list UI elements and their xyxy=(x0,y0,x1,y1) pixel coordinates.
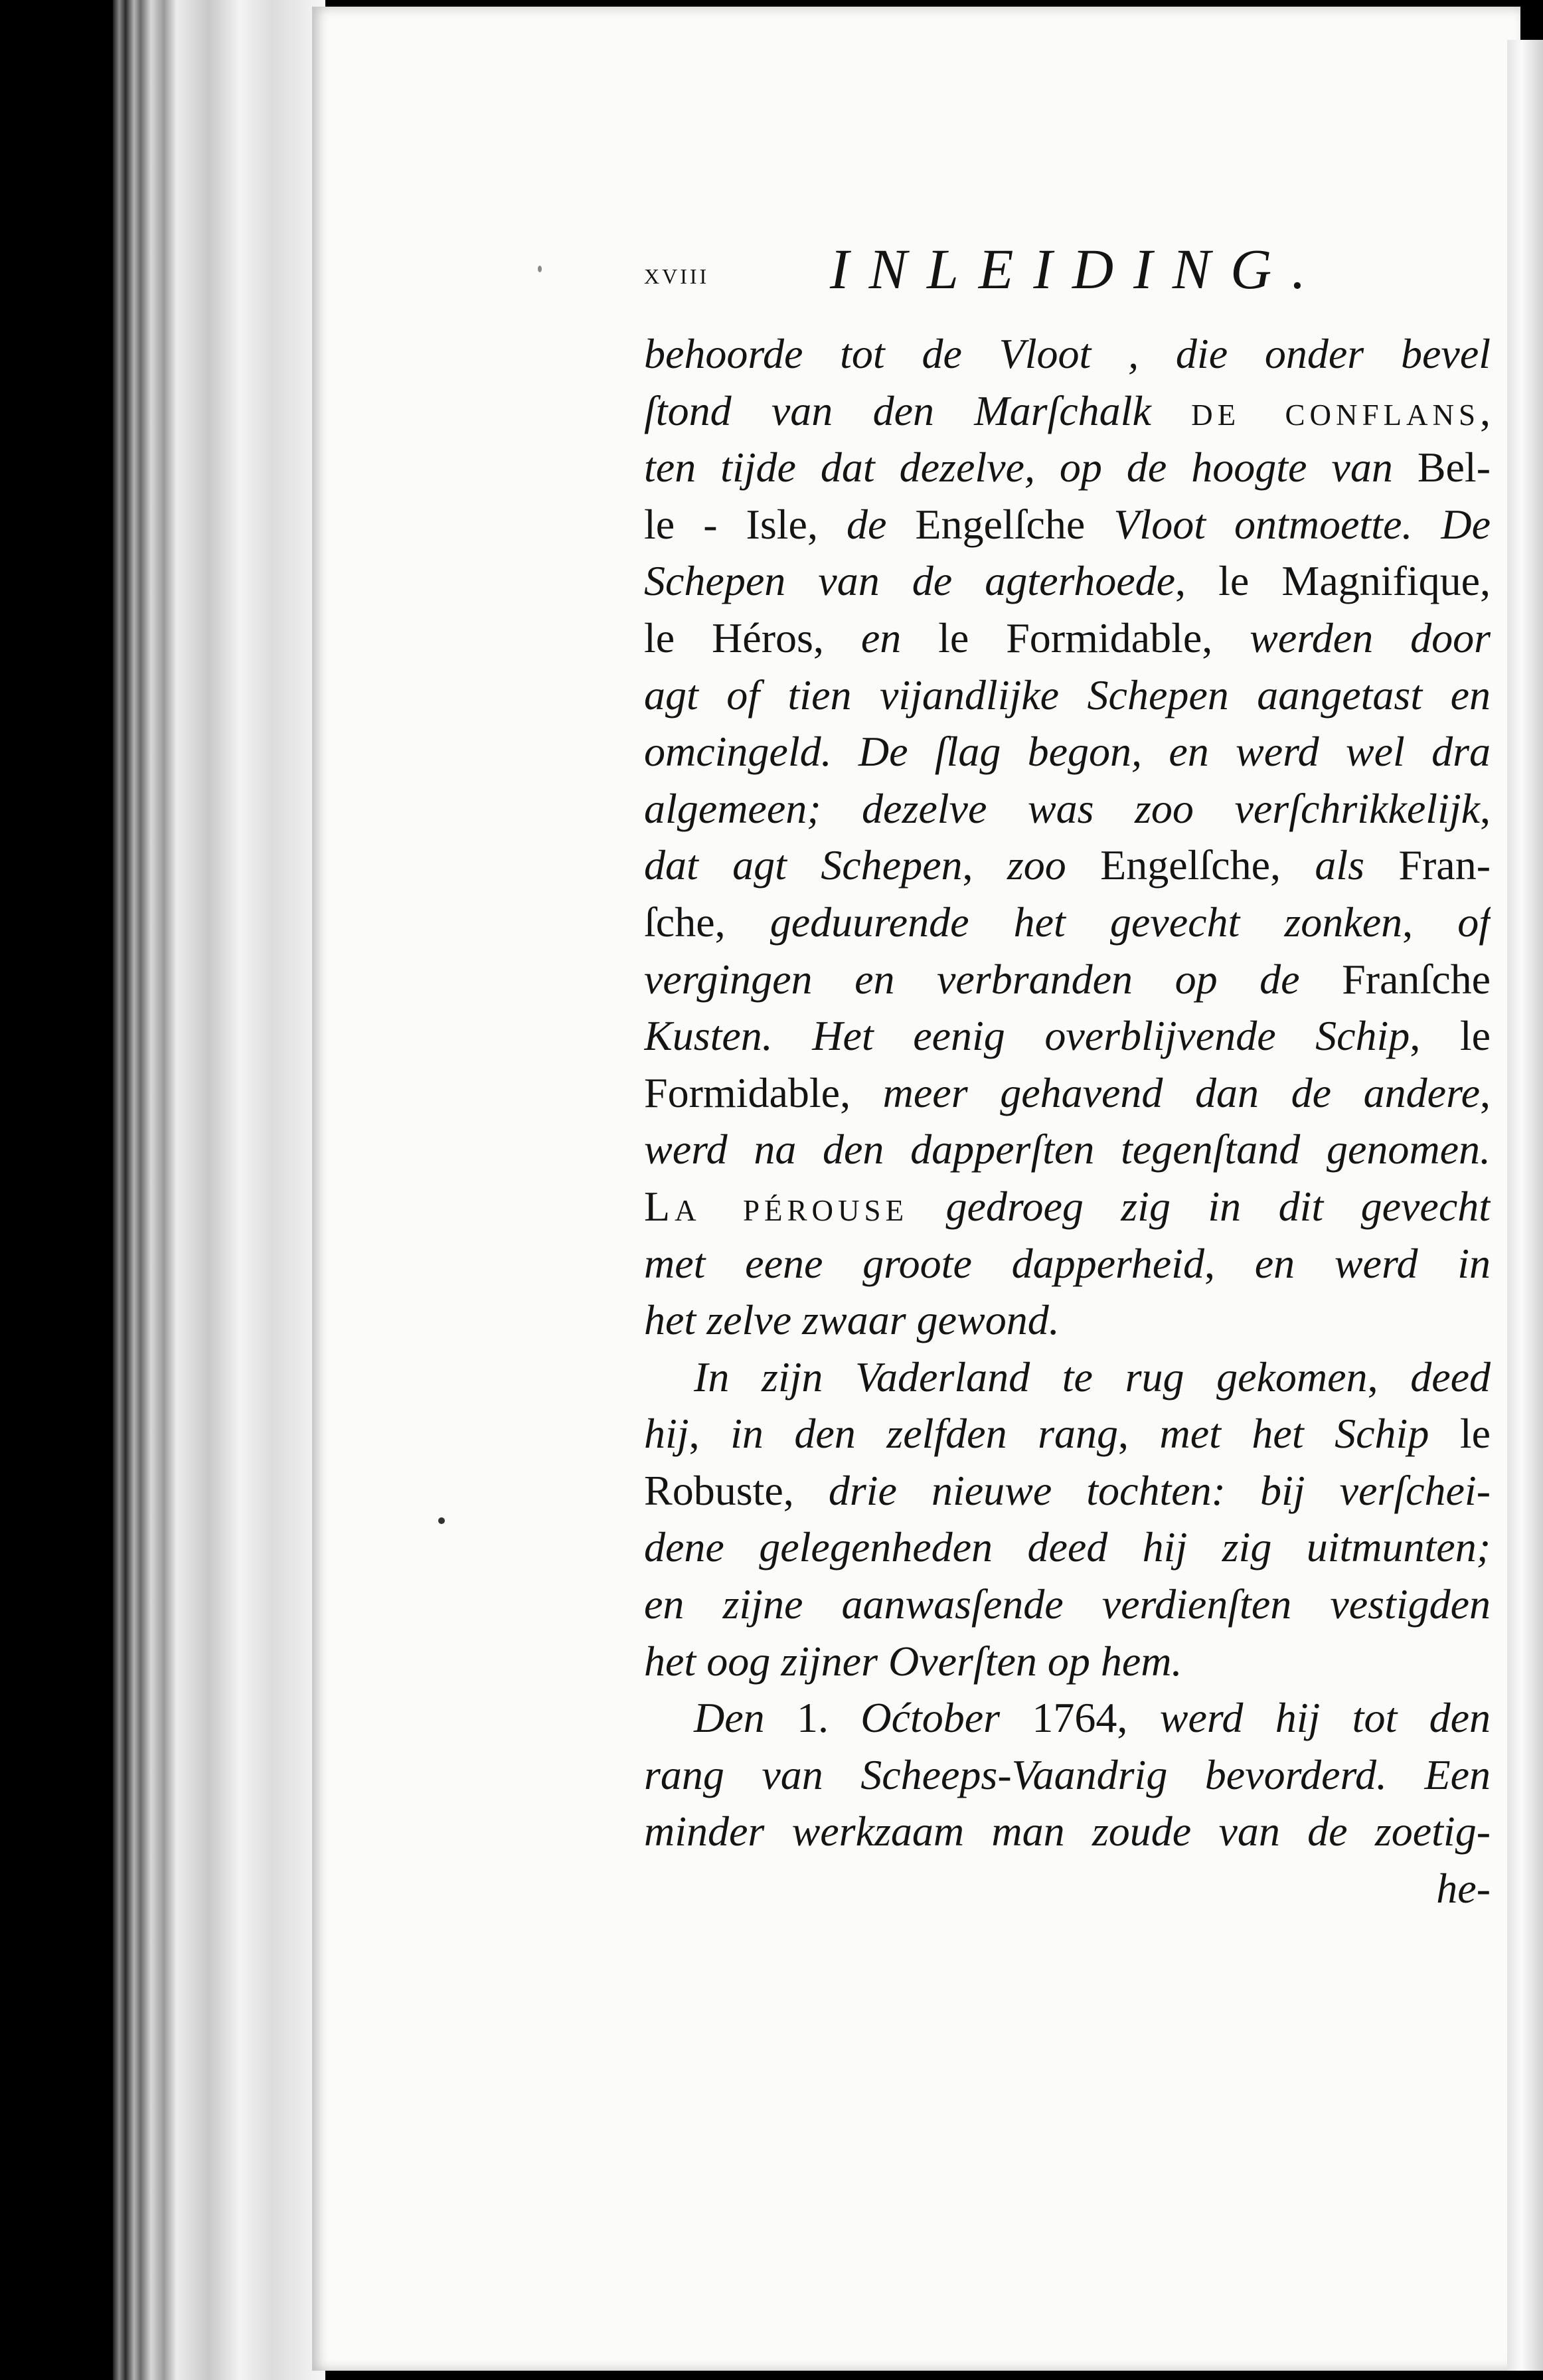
text-line: en zijne aanwasſende verdienſten vestigden xyxy=(644,1580,1491,1628)
text-line: agt of tien vijandlijke Schepen aangetast en xyxy=(644,671,1491,719)
text-line: le - Isle, de Engelſche Vloot ontmoette. De xyxy=(644,500,1491,548)
text-line: ten tijde dat dezelve, op de hoogte van Bel- xyxy=(644,444,1491,491)
text-line: Formidable, meer gehavend dan de andere, xyxy=(644,1068,1491,1116)
text-line: het zelve zwaar gewond. xyxy=(644,1296,1060,1344)
text-line: dat agt Schepen, zoo Engelſche, als Fran- xyxy=(644,841,1491,889)
text-line: Robuste, drie nieuwe tochten: bij verſchei- xyxy=(644,1466,1491,1514)
text-line: minder werkzaam man zoude van de zoetig- xyxy=(644,1808,1491,1855)
text-line: omcingeld. De ſlag begon, en werd wel dra xyxy=(644,728,1491,776)
text-line: werd na den dapperſten tegenſtand genomen. xyxy=(644,1126,1491,1173)
running-title: INLEIDING. xyxy=(830,237,1326,301)
text-line: vergingen en verbranden op de Franſche xyxy=(644,955,1491,1003)
text-line: rang van Scheeps-Vaandrig bevorderd. Een xyxy=(644,1750,1491,1798)
ink-speck xyxy=(438,1517,445,1524)
text-line: le Héros, en le Formidable, werden door xyxy=(644,614,1491,661)
text-line: In zijn Vaderland te rug gekomen, deed xyxy=(694,1353,1491,1401)
book-binding-edge xyxy=(113,0,325,2380)
body-text xyxy=(644,325,1491,1917)
text-line: Schepen van de agterhoede, le Magnifique, xyxy=(644,557,1491,605)
text-line: met eene groote dapperheid, en werd in xyxy=(644,1239,1491,1287)
next-page-edge xyxy=(1507,40,1543,2371)
catchword: he- xyxy=(1436,1865,1491,1912)
text-line: het oog zijner Overſten op hem. xyxy=(644,1637,1182,1685)
page-header xyxy=(644,236,1494,309)
text-line: ſche, geduurende het gevecht zonken, of xyxy=(644,898,1491,946)
text-line: dene gelegenheden deed hij zig uitmunten; xyxy=(644,1523,1491,1571)
ink-speck xyxy=(538,266,542,272)
text-line: Den 1. Oćtober 1764, werd hij tot den xyxy=(694,1694,1491,1742)
text-line: behoorde tot de Vloot , die onder bevel xyxy=(644,330,1491,377)
page-number: xviii xyxy=(644,256,710,290)
text-line: Kusten. Het eenig overblijvende Schip, le xyxy=(644,1012,1491,1060)
text-line: hij, in den zelfden rang, met het Schip le xyxy=(644,1410,1491,1458)
text-line: ſtond van den Marſchalk de conflans, xyxy=(644,386,1491,434)
text-line: La pérouse gedroeg zig in dit gevecht xyxy=(644,1182,1491,1230)
text-line: algemeen; dezelve was zoo verſchrikkelijk, xyxy=(644,784,1491,832)
